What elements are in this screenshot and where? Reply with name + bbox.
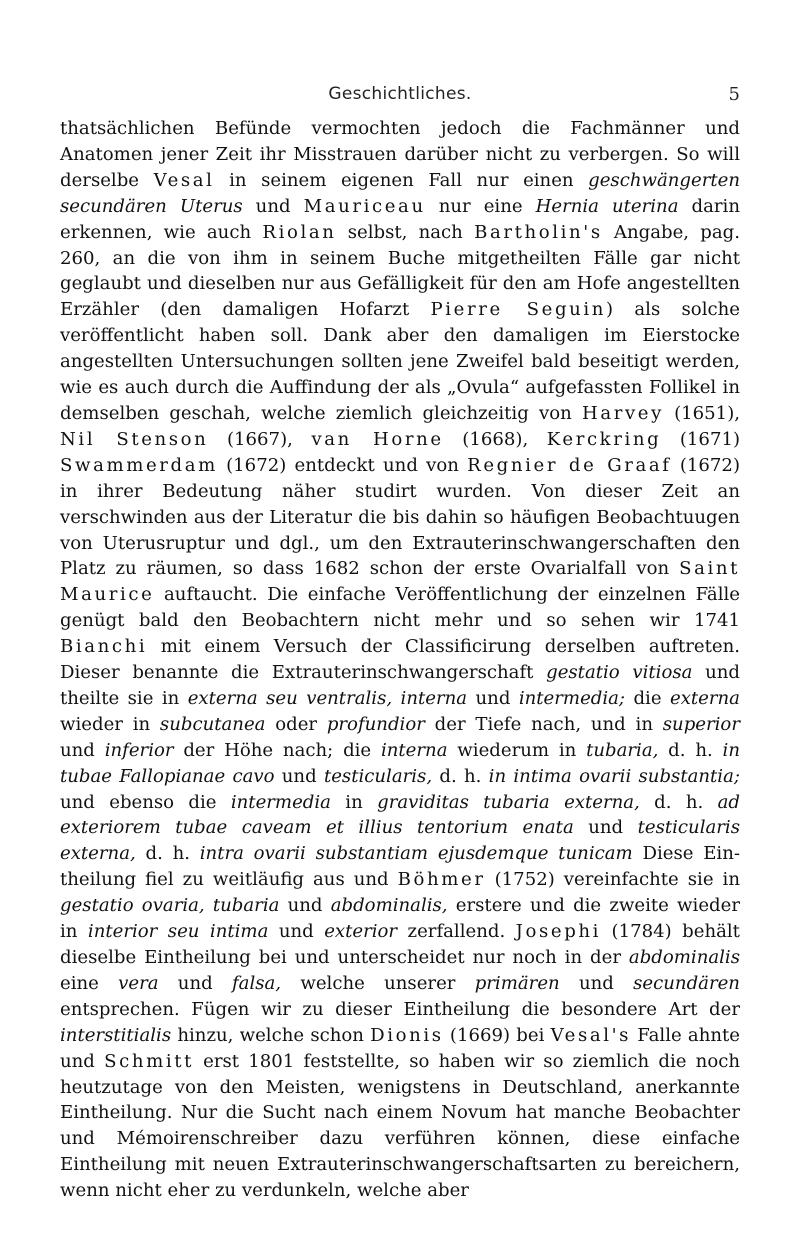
italic-term: abdominalis, [330, 895, 448, 917]
text-run: entsprechen. Fügen wir zu dieser Eintheilung die besondere Art der [60, 998, 740, 1020]
italic-term: inferior [104, 739, 174, 761]
text-run: und [60, 739, 105, 761]
author-name: Mauriceau [303, 195, 426, 217]
text-run: die [625, 687, 670, 709]
author-name: Böhmer [397, 869, 486, 891]
text-run: erst 1801 feststellte, so haben wir so ziemlich die noch heutzutage von den Meisten, wenigstens in Deutschland, anerkannte Eintheilung. Nur die Sucht nach einem Novum hat manche Beobachter und Mémoirenschreiber dazu verführen können, diese einfache Eintheilung mit neuen Extrauterinschwangerschaftsarten zu bereichern, wenn nicht eher zu verdunkeln, welche aber [60, 1050, 740, 1202]
italic-term: in intima ovarii substantia; [488, 765, 740, 787]
author-name: Josephi [515, 921, 602, 943]
text-run: (1752) vereinfachte sie in [485, 869, 740, 891]
author-name: van Horne [311, 428, 444, 450]
italic-term: interna [380, 739, 448, 761]
author-name: Dionis [370, 1024, 444, 1046]
text-run: (1784) behält dieselbe Eintheilung bei und unterscheidet nur noch in der [60, 921, 740, 968]
text-run: d. h. [639, 791, 718, 813]
text-run: d. h. [135, 843, 200, 865]
author-name: Harvey [581, 402, 664, 424]
text-run: d. h. [432, 765, 489, 787]
italic-term: in tubae Fallopianae cavo [60, 739, 740, 787]
text-run: hinzu, welche schon [171, 1024, 371, 1046]
italic-term: abdominalis [628, 947, 740, 968]
text-run: und [279, 895, 331, 917]
text-run: auftaucht. Die einfache Veröffentlichung der einzelnen Fälle genügt bald den Beobachtern nicht mehr und so sehen wir 1741 [60, 584, 740, 632]
author-name: Pierre Seguin [430, 299, 607, 321]
author-name: Riolan [262, 221, 337, 243]
italic-term: subcutanea [159, 713, 266, 735]
text-run: Angabe, pag. 260, an die von ihm in seinem Buche mitgetheilten Fälle gar nicht geglaubt und dieselben nur aus Gefälligkeit für den am Hofe angestellten Erzähler (den damaligen Hofarzt [60, 221, 740, 321]
text-run: und [559, 972, 634, 994]
running-head [60, 84, 740, 110]
author-name: Saint Maurice [60, 558, 740, 606]
italic-term: externa [669, 687, 740, 709]
italic-term: gestatio ovaria, tubaria [60, 895, 280, 917]
italic-term: superior [662, 713, 740, 735]
text-run: der Tiefe nach, und in [424, 713, 663, 735]
author-name: Kerckring [546, 428, 662, 450]
text-run: und [242, 195, 304, 217]
text-run: wieder in [60, 713, 160, 735]
text-run: nur eine [425, 195, 536, 217]
italic-term: tubaria, [586, 739, 659, 761]
italic-term: interior seu intima [87, 921, 269, 943]
italic-term: externa seu ventralis, interna [187, 687, 468, 709]
text-run: (1668), [443, 428, 547, 450]
italic-term: intermedia; [518, 687, 626, 709]
text-run: Falle ahnte und [60, 1024, 740, 1072]
italic-term: intra ovarii substantiam ejusdemque tunicam [199, 843, 633, 865]
text-run: und [268, 921, 325, 943]
text-run: eine [60, 972, 119, 994]
text-run: (1672) in ihrer Bedeutung näher studirt wurden. Von dieser Zeit an verschwinden aus der Literatur die bis dahin so häufigen Beobachtuugen von Uterusruptur und dgl., um den Extrauterinschwangerschaften den Platz zu räumen, so dass 1682 schon der erste Ovarialfall von [60, 454, 741, 580]
text-run: in [330, 791, 378, 813]
text-run: welche unserer [281, 972, 475, 994]
author-name: Swammerdam [60, 454, 218, 476]
italic-term: ad exteriorem tubae caveam et illius tentorium enata [60, 791, 740, 839]
author-name: Vesal's [550, 1024, 632, 1046]
italic-term: intermedia [230, 791, 331, 813]
text-run: (1672) entdeckt und von [217, 454, 468, 476]
italic-term: gestatio vitiosa [546, 662, 693, 684]
text-run: (1651), [663, 402, 741, 424]
running-title: Geschichtliches. [328, 84, 472, 104]
text-run: thatsächlichen Befünde vermochten jedoch die Fachmänner und Anatomen jener Zeit ihr Misstrauen darüber nicht zu verbergen. So will derselbe [60, 118, 740, 191]
text-run: Diese Eintheilung fiel zu weitläufig aus und [60, 843, 740, 891]
italic-term: falsa, [231, 972, 282, 994]
text-run: mit einem Versuch der Classificirung derselben auftreten. Dieser benannte die Extrauterinschwangerschaft [60, 636, 740, 684]
text-run: ) als solche veröffentlicht haben soll. Dank aber den damaligen im Eierstocke angestellten Untersuchungen sollten jene Zweifel bald beseitigt werden, wie es auch durch die Auffindung der als „Ovula“ aufgefassten Follikel in demselben geschah, welche ziemlich gleichzeitig von [60, 299, 740, 424]
text-run: wiederum in [447, 739, 587, 761]
italic-term: vera [118, 972, 159, 994]
author-name: Regnier de Graaf [467, 454, 672, 476]
italic-term: exterior [324, 921, 398, 943]
text-run: in seinem eigenen Fall nur einen [214, 169, 589, 191]
text-run: und ebenso die [60, 791, 231, 813]
author-name: Bianchi [60, 636, 148, 658]
italic-term: profundior [326, 713, 425, 735]
text-run: und [274, 765, 324, 787]
text-run: der Höhe nach; die [173, 739, 381, 761]
text-run: selbst, nach [336, 221, 475, 243]
italic-term: testicularis, [323, 765, 433, 787]
italic-term: secundären [633, 972, 740, 994]
italic-term: graviditas tubaria externa, [377, 791, 640, 813]
text-run: (1669) bei [443, 1024, 551, 1046]
author-name: Schmitt [104, 1050, 194, 1072]
italic-term: testicularis externa, [60, 817, 740, 865]
page-number: 5 [728, 84, 740, 105]
text-run: erstere und die zweite wieder in [60, 895, 740, 943]
author-name: Bartholin's [474, 221, 603, 243]
text-run: darin erkennen, wie auch [60, 195, 740, 243]
italic-term: geschwängerten secundären Uterus [60, 169, 741, 217]
text-run: (1671) [661, 428, 741, 450]
text-run: und [467, 687, 519, 709]
body-paragraph [60, 116, 740, 1204]
italic-term: primären [474, 972, 560, 994]
text-run: d. h. [658, 739, 723, 761]
text-run: oder [265, 713, 327, 735]
text-run: und [158, 972, 232, 994]
author-name: Nil Stenson [60, 428, 209, 450]
text-run: und theilte sie in [60, 662, 740, 709]
text-run: (1667), [208, 428, 312, 450]
text-run: und [573, 817, 638, 839]
italic-term: Hernia uterina [535, 195, 679, 217]
italic-term: interstitialis [60, 1024, 172, 1046]
text-run: zerfallend. [397, 921, 516, 943]
author-name: Vesal [153, 169, 215, 191]
